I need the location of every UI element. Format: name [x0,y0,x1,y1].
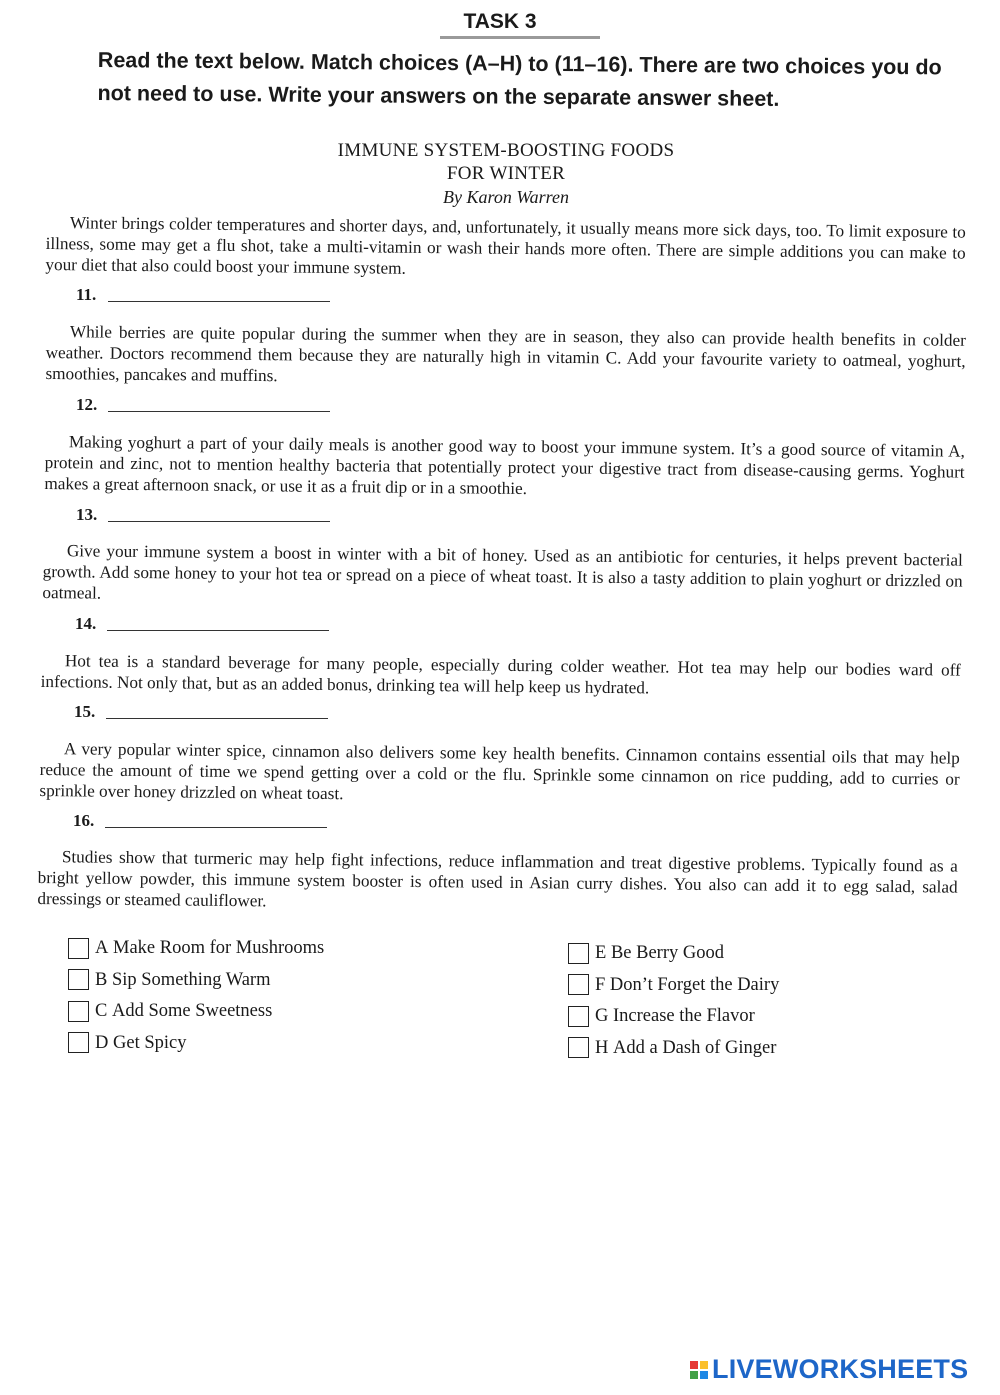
choice-c-checkbox[interactable] [68,1001,89,1022]
section-paragraph: Hot tea is a standard beverage for many people, especially during colder weather. Hot tea may help our bodies ward off infections. Not only that, but as an added bonus, drinking tea will help keep us hydrated. [40,651,961,698]
answer-blank [105,827,327,828]
choices-right-column [568,939,779,1065]
choice-d[interactable] [68,1029,324,1057]
choice-letter: D [95,1032,109,1053]
question-16 [73,811,327,831]
choice-letter: B [95,969,108,990]
choice-d-checkbox[interactable] [68,1032,89,1053]
question-14 [75,614,329,634]
choice-f[interactable] [568,971,779,999]
question-number: 15. [74,702,96,721]
choice-text: Don’t Forget the Dairy [609,974,780,995]
choice-letter: A [95,938,109,958]
article-title [0,139,1000,185]
answer-blank [108,521,330,522]
choice-b-checkbox[interactable] [68,969,89,990]
question-15 [74,702,328,722]
question-12 [76,395,330,415]
choice-letter: F [595,974,606,995]
article-author: By Karon Warren [443,187,569,207]
choice-text: Sip Something Warm [111,969,271,990]
question-number: 11. [76,285,97,304]
question-number: 13. [76,505,98,524]
liveworksheets-logo[interactable] [690,1354,968,1385]
brand-name: LIVEWORKSHEETS [712,1354,969,1384]
logo-square-icon [690,1361,698,1369]
choice-g-checkbox[interactable] [568,1006,589,1027]
choice-e[interactable] [568,939,779,967]
choice-text: Get Spicy [113,1032,187,1053]
answer-blank [108,411,330,412]
choice-h-checkbox[interactable] [568,1037,589,1058]
logo-square-icon [700,1361,708,1369]
choice-a-checkbox[interactable] [68,938,89,959]
choice-text: Add Some Sweetness [111,1001,273,1021]
choice-text: Be Berry Good [610,943,724,963]
question-number: 16. [73,811,95,830]
task-title: TASK 3 [463,10,537,33]
logo-square-icon [700,1371,708,1379]
choices-left-column [68,934,324,1060]
question-11 [76,285,330,305]
question-13 [76,505,330,525]
question-number: 14. [75,614,97,633]
question-number: 12. [76,395,98,414]
choice-a[interactable] [68,934,324,962]
choice-text: Increase the Flavor [613,1006,755,1026]
answer-blank [106,718,328,719]
choice-h[interactable] [568,1034,779,1062]
section-paragraph: Making yoghurt a part of your daily meals is another good way to boost your immune system. It’s a good source of vitamin A, protein and zinc, not to mention healthy bacteria that potentially protect your digestive tract from disease-causing germs. Yoghurt makes a great afternoon snack, or use it as a fruit dip or in a smoothie. [44,432,965,499]
section-paragraph: Give your immune system a boost in winter with a bit of honey. Used as an antibiotic for centuries, it helps prevent bacterial growth. Add some honey to your hot tea or spread on a piece of wheat toast. It is also a tasty addition to plain yoghurt or drizzled on oatmeal. [42,541,963,603]
section-paragraph: While berries are quite popular during the summer when they are in season, they also can provide health benefits in colder weather. Doctors recommend them because they are naturally high in vitamin C. Add your favourite variety to oatmeal, yoghurt, smoothies, pancakes and muffins. [45,322,966,386]
choice-f-checkbox[interactable] [568,974,589,995]
choice-b[interactable] [68,966,324,994]
title-underline [440,36,600,39]
choice-e-checkbox[interactable] [568,943,589,964]
article-title-line-1: IMMUNE SYSTEM-BOOSTING FOODS [337,140,675,161]
choice-g[interactable] [568,1002,779,1030]
choice-text: Make Room for Mushrooms [113,938,325,958]
choice-letter: E [595,943,607,963]
logo-square-icon [690,1371,698,1379]
answer-blank [108,301,330,302]
choice-letter: H [595,1037,609,1058]
section-paragraph: Studies show that turmeric may help fight infections, reduce inflammation and treat digestive problems. Typically found as a bright yellow powder, this immune system booster is often used in Asian curry dishes. You also can add it to egg salad, salad dressings or steamed cauliflower. [37,847,958,911]
choice-letter: C [95,1001,108,1021]
choice-letter: G [595,1006,609,1026]
article-title-line-2: FOR WINTER [446,163,566,184]
section-paragraph: A very popular winter spice, cinnamon also delivers some key health benefits. Cinnamon contains essential oils that may help reduce the amount of time we spend getting over a cold or the flu. Sprinkle some cinnamon on rice pudding, add to curries or sprinkle over honey drizzled on wheat toast. [39,739,960,804]
answer-blank [107,630,329,631]
intro-paragraph: Winter brings colder temperatures and shorter days, and, unfortunately, it usually means more sick days, too. To limit exposure to illness, some may get a flu shot, take a multi-vitamin or wash their hands more often. There are simple additions you can make to your diet that also could boost your immune system. [45,213,966,278]
choice-text: Add a Dash of Ginger [613,1037,777,1058]
choice-c[interactable] [68,997,324,1025]
instructions: Read the text below. Match choices (A–H) to (11–16). There are two choices you do not need to use. Write your answers on the separate answer sheet. [97,47,942,111]
logo-grid-icon [690,1361,708,1379]
